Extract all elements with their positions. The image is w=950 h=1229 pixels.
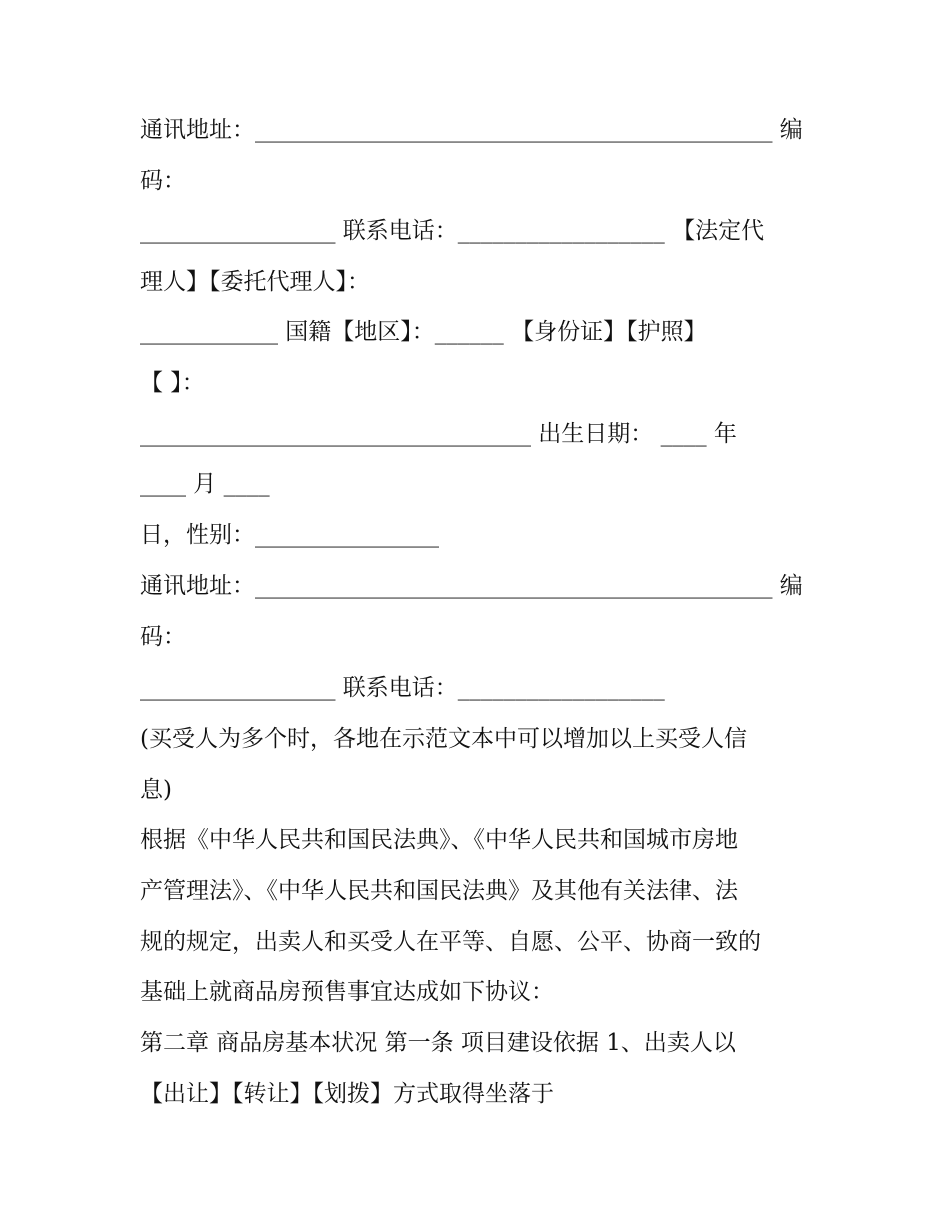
text-line: 日，性别：________________ xyxy=(140,522,439,548)
text-line: 通讯地址：_____________________________________________ 编 xyxy=(140,573,803,599)
text-line: __________________________________ 出生日期： ____ 年 xyxy=(140,421,737,447)
text-line: (买受人为多个时，各地在示范文本中可以增加以上买受人信 xyxy=(140,726,747,752)
text-line: _________________ 联系电话：__________________ xyxy=(140,675,665,701)
text-line: 息) xyxy=(140,777,172,803)
text-line: 通讯地址：_____________________________________________ 编 xyxy=(140,117,803,143)
text-line: 规的规定，出卖人和买受人在平等、自愿、公平、协商一致的 xyxy=(140,929,761,955)
text-line: _________________ 联系电话：__________________ 【法定代 xyxy=(140,218,765,244)
text-line: 理人】【委托代理人】： xyxy=(140,269,370,295)
text-line: 码： xyxy=(140,624,186,650)
text-line: 【出让】【转让】【划拨】方式取得坐落于 xyxy=(140,1081,554,1107)
text-line: 码： xyxy=(140,168,186,194)
text-line: 第二章 商品房基本状况 第一条 项目建设依据 1、出卖人以 xyxy=(140,1030,736,1056)
text-line: 产管理法》、《中华人民共和国民法典》及其他有关法律、法 xyxy=(140,878,738,904)
text-line: ____________ 国籍【地区】：______ 【身份证】【护照】 xyxy=(140,319,707,345)
text-line: ____ 月 ____ xyxy=(140,471,270,497)
text-line: 【 】： xyxy=(140,370,205,396)
text-line: 根据《中华人民共和国民法典》、《中华人民共和国城市房地 xyxy=(140,827,738,853)
text-line: 基础上就商品房预售事宜达成如下协议： xyxy=(140,979,554,1005)
